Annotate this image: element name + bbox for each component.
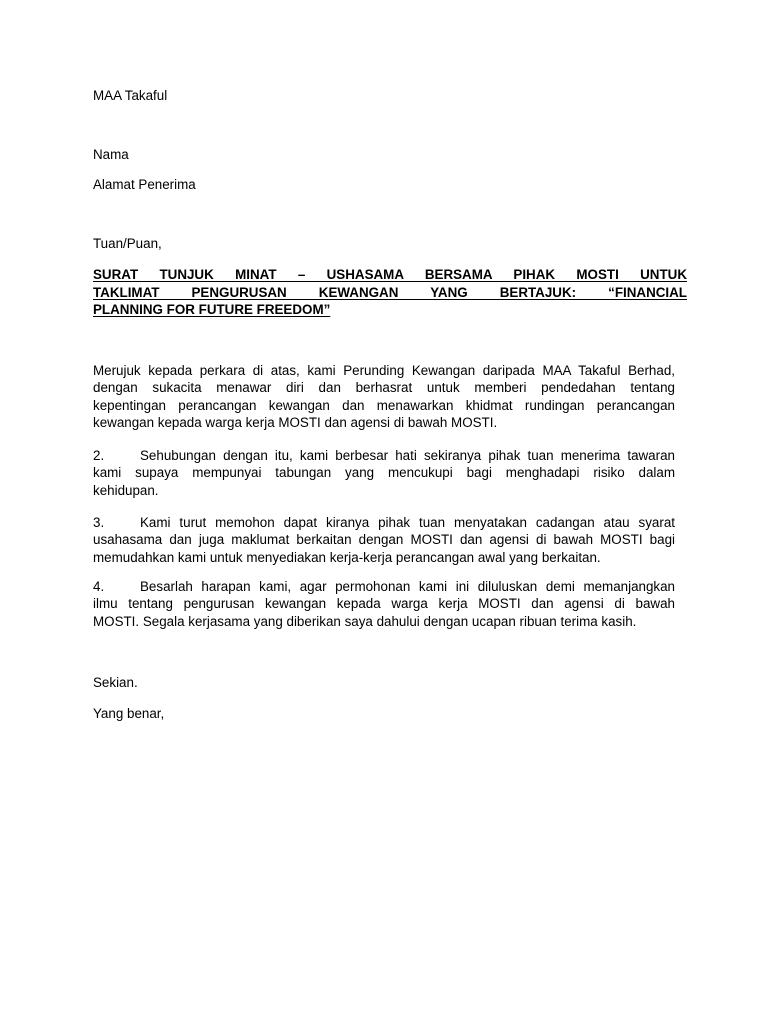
paragraph-line <box>93 578 675 595</box>
paragraph-3 <box>93 514 675 566</box>
subject-line: SURAT TUNJUK MINAT – USHASAMA BERSAMA PIHAK MOSTI UNTUK <box>93 267 687 282</box>
recipient-address: Alamat Penerima <box>93 177 196 192</box>
signoff: Yang benar, <box>93 706 165 721</box>
closing: Sekian. <box>93 675 138 690</box>
paragraph-line: memudahkan kami untuk menyediakan kerja-kerja perancangan awal yang berkaitan. <box>93 549 601 565</box>
paragraph-line: MOSTI. Segala kerjasama yang diberikan saya dahului dengan ucapan ribuan terima kasih. <box>93 613 637 629</box>
paragraph-intro <box>93 362 675 431</box>
paragraph-number: 4. <box>93 579 105 594</box>
paragraph-line <box>93 447 675 464</box>
sender-name: MAA Takaful <box>93 88 168 103</box>
subject-line: PLANNING FOR FUTURE FREEDOM” <box>93 302 331 317</box>
paragraph-line: kehidupan. <box>93 482 159 498</box>
paragraph-2 <box>93 447 675 499</box>
paragraph-line: kepentingan perancangan kewangan dan menawarkan khidmat rundingan perancangan <box>93 397 675 413</box>
paragraph-line: kewangan kepada warga kerja MOSTI dan agensi di bawah MOSTI. <box>93 414 498 430</box>
paragraph-line: Merujuk kepada perkara di atas, kami Perunding Kewangan daripada MAA Takaful Berhad, <box>93 363 675 378</box>
paragraph-number: 3. <box>93 515 105 530</box>
paragraph-number: 2. <box>93 448 105 463</box>
paragraph-line: dengan sukacita menawar diri dan berhasrat untuk memberi pendedahan tentang <box>93 380 675 396</box>
subject-line: TAKLIMAT PENGURUSAN KEWANGAN YANG BERTAJUK: “FINANCIAL <box>93 284 687 300</box>
salutation: Tuan/Puan, <box>93 236 162 251</box>
paragraph-text: Sehubungan dengan itu, kami berbesar hati sekiranya pihak tuan menerima tawaran <box>140 448 675 463</box>
paragraph-text: Besarlah harapan kami, agar permohonan kami ini diluluskan demi memanjangkan <box>140 579 675 594</box>
paragraph-line <box>93 514 675 531</box>
recipient-name: Nama <box>93 147 129 162</box>
letter-page <box>93 0 687 1024</box>
paragraph-line: kami supaya mempunyai tabungan yang mencukupi bagi menghadapi risiko dalam <box>93 465 675 481</box>
letter-subject <box>93 266 687 319</box>
paragraph-4 <box>93 578 675 630</box>
paragraph-line: ilmu tentang pengurusan kewangan kepada warga kerja MOSTI dan agensi di bawah <box>93 596 675 612</box>
paragraph-text: Kami turut memohon dapat kiranya pihak tuan menyatakan cadangan atau syarat <box>140 515 675 530</box>
paragraph-line: usahasama dan juga maklumat berkaitan dengan MOSTI dan agensi di bawah MOSTI bagi <box>93 532 675 548</box>
